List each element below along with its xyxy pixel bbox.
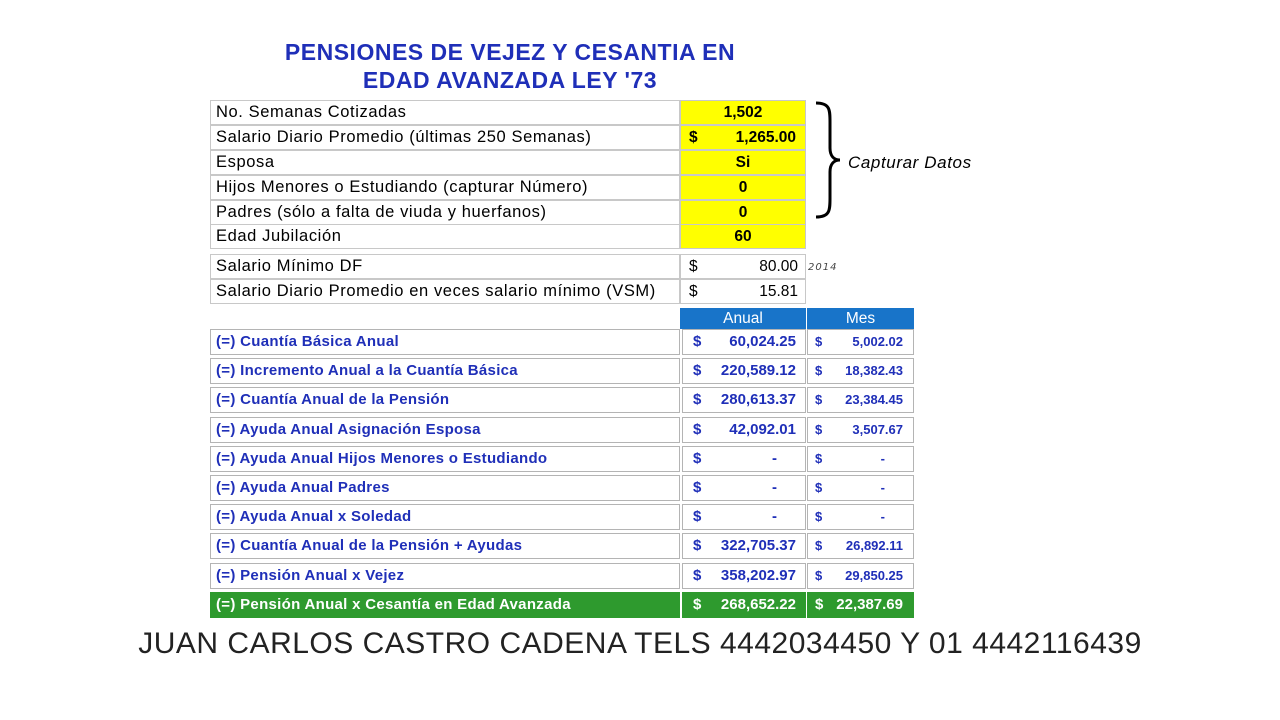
result-monthly-value: -	[880, 509, 885, 524]
input-value-cell[interactable]	[680, 200, 806, 225]
input-label: Esposa	[210, 150, 680, 175]
result-monthly-value: 29,850.25	[845, 568, 903, 583]
currency-symbol: $	[693, 391, 702, 408]
result-annual-value: 60,024.25	[729, 333, 796, 350]
title-line-1: PENSIONES DE VEJEZ Y CESANTIA EN	[284, 39, 736, 65]
input-value: 1,265.00	[735, 129, 796, 146]
input-value: 1,502	[723, 104, 763, 121]
currency-symbol: $	[693, 450, 702, 467]
reference-label: Salario Diario Promedio en veces salario mínimo (VSM)	[210, 279, 680, 304]
currency-symbol: $	[815, 422, 823, 437]
result-monthly-cell	[807, 417, 914, 443]
result-monthly-cell	[807, 533, 914, 559]
result-monthly-value: 23,384.45	[845, 392, 903, 407]
result-annual-cell	[682, 329, 806, 355]
currency-symbol: $	[815, 596, 824, 613]
result-label: (=) Cuantía Básica Anual	[210, 329, 680, 355]
input-value-cell[interactable]	[680, 125, 806, 150]
result-annual-value: 322,705.37	[720, 537, 796, 554]
currency-symbol: $	[815, 451, 823, 466]
reference-value: 15.81	[759, 283, 798, 300]
input-label: No. Semanas Cotizadas	[210, 100, 680, 125]
result-annual-value: 280,613.37	[720, 391, 796, 408]
result-monthly-value: -	[880, 480, 885, 495]
result-annual-cell	[682, 446, 806, 472]
footer-contact: JUAN CARLOS CASTRO CADENA TELS 4442034450 Y 01 4442116439	[138, 627, 1142, 660]
result-monthly-value: 26,892.11	[845, 538, 903, 553]
input-label: Salario Diario Promedio (últimas 250 Semanas)	[210, 125, 680, 150]
result-annual-value: 358,202.97	[720, 567, 796, 584]
currency-symbol: $	[693, 421, 702, 438]
result-label: (=) Ayuda Anual Hijos Menores o Estudiando	[210, 446, 680, 472]
reference-value-cell	[680, 279, 806, 304]
header-annual: Anual	[680, 308, 806, 329]
result-annual-cell	[682, 504, 806, 530]
right-brace-icon	[812, 100, 842, 220]
result-label: (=) Ayuda Anual x Soledad	[210, 504, 680, 530]
result-label: (=) Pensión Anual x Vejez	[210, 563, 680, 589]
capture-data-note: Capturar Datos	[848, 153, 972, 172]
result-annual-cell	[682, 387, 806, 413]
result-monthly-cell	[807, 329, 914, 355]
currency-symbol: $	[693, 596, 702, 613]
title-line-2: EDAD AVANZADA LEY '73	[362, 67, 658, 93]
currency-symbol: $	[815, 392, 823, 407]
result-monthly-cell	[807, 563, 914, 589]
result-annual-value: -	[772, 479, 777, 496]
result-annual-cell	[682, 533, 806, 559]
result-monthly-cell	[807, 446, 914, 472]
currency-symbol: $	[693, 333, 702, 350]
result-monthly-value: 18,382.43	[845, 363, 903, 378]
input-value-cell[interactable]	[680, 150, 806, 175]
result-monthly-value: 5,002.02	[852, 334, 903, 349]
currency-symbol: $	[815, 538, 823, 553]
currency-symbol: $	[815, 509, 823, 524]
result-annual-value: 268,652.22	[720, 596, 796, 613]
result-label: (=) Cuantía Anual de la Pensión + Ayudas	[210, 533, 680, 559]
currency-symbol: $	[689, 283, 698, 300]
input-value-cell[interactable]	[680, 100, 806, 125]
result-annual-value: 220,589.12	[720, 362, 796, 379]
input-label: Padres (sólo a falta de viuda y huerfanos)	[210, 200, 680, 225]
currency-symbol: $	[689, 129, 698, 146]
reference-label: Salario Mínimo DF	[210, 254, 680, 279]
currency-symbol: $	[693, 362, 702, 379]
result-label: (=) Ayuda Anual Asignación Esposa	[210, 417, 680, 443]
input-value: 0	[738, 179, 748, 196]
currency-symbol: $	[815, 363, 823, 378]
result-annual-cell	[682, 417, 806, 443]
currency-symbol: $	[815, 480, 823, 495]
result-monthly-cell	[807, 358, 914, 384]
input-value: 60	[734, 228, 752, 245]
result-monthly-cell	[807, 475, 914, 501]
result-monthly-cell	[807, 504, 914, 530]
currency-symbol: $	[693, 567, 702, 584]
result-label: (=) Incremento Anual a la Cuantía Básica	[210, 358, 680, 384]
result-monthly-value: 22,387.69	[836, 596, 903, 613]
result-annual-value: -	[772, 508, 777, 525]
result-monthly-value: -	[880, 451, 885, 466]
input-label: Hijos Menores o Estudiando (capturar Número)	[210, 175, 680, 200]
currency-symbol: $	[693, 479, 702, 496]
currency-symbol: $	[693, 508, 702, 525]
result-annual-value: -	[772, 450, 777, 467]
input-value-cell[interactable]	[680, 224, 806, 249]
currency-symbol: $	[689, 258, 698, 275]
result-annual-cell	[682, 475, 806, 501]
input-value-cell[interactable]	[680, 175, 806, 200]
reference-value-cell	[680, 254, 806, 279]
result-label: (=) Pensión Anual x Cesantía en Edad Avanzada	[210, 592, 680, 618]
input-value: 0	[738, 204, 748, 221]
header-monthly: Mes	[807, 308, 914, 329]
result-annual-cell	[682, 358, 806, 384]
result-label: (=) Cuantía Anual de la Pensión	[210, 387, 680, 413]
result-annual-value: 42,092.01	[729, 421, 796, 438]
result-annual-cell	[682, 592, 806, 618]
currency-symbol: $	[815, 334, 823, 349]
result-monthly-cell	[807, 387, 914, 413]
result-annual-cell	[682, 563, 806, 589]
year-note: 2014	[808, 262, 838, 273]
result-monthly-cell	[807, 592, 914, 618]
input-value: Si	[735, 154, 751, 171]
sheet-title	[200, 38, 820, 94]
result-monthly-value: 3,507.67	[852, 422, 903, 437]
result-label: (=) Ayuda Anual Padres	[210, 475, 680, 501]
input-label: Edad Jubilación	[210, 224, 680, 249]
currency-symbol: $	[693, 537, 702, 554]
currency-symbol: $	[815, 568, 823, 583]
reference-value: 80.00	[759, 258, 798, 275]
